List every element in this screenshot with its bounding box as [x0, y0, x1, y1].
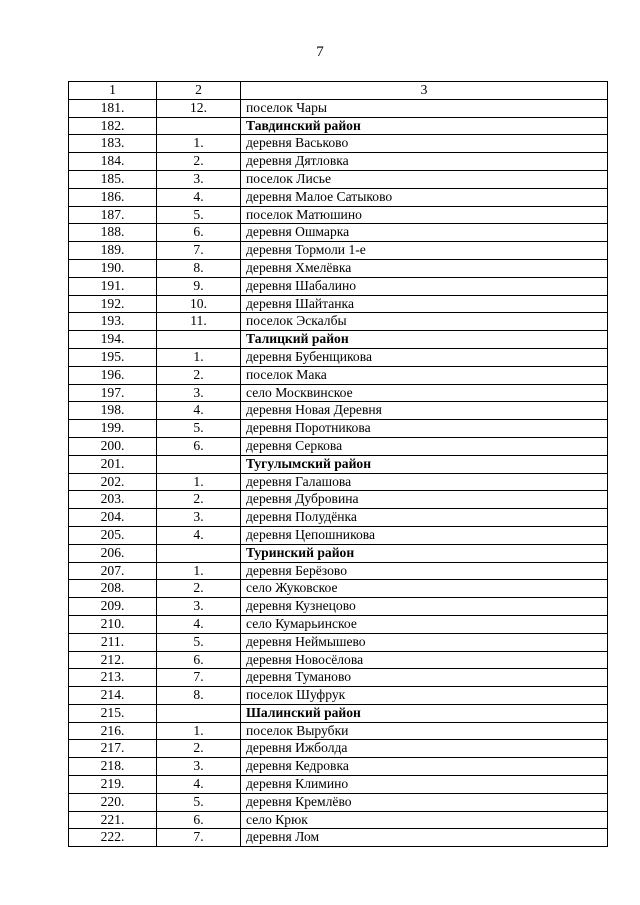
- table-row: [69, 651, 608, 669]
- sub-number-cell: 10.: [157, 295, 241, 313]
- settlement-name-cell: поселок Вырубки: [241, 722, 608, 740]
- row-number-cell: 205.: [69, 526, 157, 544]
- sub-number-cell: 11.: [157, 313, 241, 331]
- row-number-cell: 198.: [69, 402, 157, 420]
- table-row: [69, 740, 608, 758]
- settlement-name-cell: деревня Ижболда: [241, 740, 608, 758]
- table-row: [69, 776, 608, 794]
- settlement-name-cell: деревня Малое Сатыково: [241, 188, 608, 206]
- sub-number-cell: 12.: [157, 99, 241, 117]
- sub-number-cell: 8.: [157, 687, 241, 705]
- row-number-cell: 196.: [69, 366, 157, 384]
- table-row: [69, 402, 608, 420]
- table-row: [69, 633, 608, 651]
- settlement-name-cell: деревня Лом: [241, 829, 608, 847]
- row-number-cell: 206.: [69, 544, 157, 562]
- row-number-cell: 211.: [69, 633, 157, 651]
- sub-number-cell: 4.: [157, 188, 241, 206]
- sub-number-cell: [157, 117, 241, 135]
- settlement-name-cell: село Кумарьинское: [241, 615, 608, 633]
- settlement-name-cell: поселок Мака: [241, 366, 608, 384]
- row-number-cell: 192.: [69, 295, 157, 313]
- row-number-cell: 189.: [69, 242, 157, 260]
- header-cell-1: 1: [69, 82, 157, 100]
- settlement-name-cell: поселок Чары: [241, 99, 608, 117]
- sub-number-cell: 3.: [157, 384, 241, 402]
- district-row: [69, 544, 608, 562]
- sub-number-cell: 5.: [157, 206, 241, 224]
- settlement-name-cell: поселок Лисье: [241, 170, 608, 188]
- sub-number-cell: 5.: [157, 633, 241, 651]
- settlement-name-cell: деревня Бубенщикова: [241, 348, 608, 366]
- settlement-name-cell: деревня Дятловка: [241, 153, 608, 171]
- settlement-name-cell: село Москвинское: [241, 384, 608, 402]
- row-number-cell: 212.: [69, 651, 157, 669]
- settlement-name-cell: деревня Шабалино: [241, 277, 608, 295]
- table-row: [69, 277, 608, 295]
- table-row: [69, 188, 608, 206]
- settlement-name-cell: деревня Серкова: [241, 437, 608, 455]
- settlement-name-cell: деревня Галашова: [241, 473, 608, 491]
- row-number-cell: 219.: [69, 776, 157, 794]
- table-row: [69, 206, 608, 224]
- table-row: [69, 562, 608, 580]
- page-number: 7: [316, 44, 324, 60]
- sub-number-cell: 4.: [157, 402, 241, 420]
- sub-number-cell: 6.: [157, 811, 241, 829]
- settlement-name-cell: поселок Матюшино: [241, 206, 608, 224]
- table-row: [69, 99, 608, 117]
- sub-number-cell: 3.: [157, 509, 241, 527]
- table-row: [69, 829, 608, 847]
- header-cell-3: 3: [241, 82, 608, 100]
- table-row: [69, 170, 608, 188]
- settlement-name-cell: деревня Неймышево: [241, 633, 608, 651]
- table-row: [69, 259, 608, 277]
- settlement-name-cell: деревня Тормоли 1-е: [241, 242, 608, 260]
- sub-number-cell: [157, 331, 241, 349]
- row-number-cell: 207.: [69, 562, 157, 580]
- district-name-cell: Талицкий район: [241, 331, 608, 349]
- row-number-cell: 213.: [69, 669, 157, 687]
- settlement-name-cell: деревня Новосёлова: [241, 651, 608, 669]
- table-row: [69, 811, 608, 829]
- row-number-cell: 209.: [69, 598, 157, 616]
- sub-number-cell: 1.: [157, 473, 241, 491]
- table-row: [69, 669, 608, 687]
- sub-number-cell: 4.: [157, 776, 241, 794]
- sub-number-cell: 4.: [157, 615, 241, 633]
- settlement-name-cell: село Крюк: [241, 811, 608, 829]
- sub-number-cell: 3.: [157, 758, 241, 776]
- row-number-cell: 184.: [69, 153, 157, 171]
- table-row: [69, 580, 608, 598]
- sub-number-cell: 9.: [157, 277, 241, 295]
- sub-number-cell: 5.: [157, 420, 241, 438]
- row-number-cell: 215.: [69, 704, 157, 722]
- row-number-cell: 200.: [69, 437, 157, 455]
- row-number-cell: 210.: [69, 615, 157, 633]
- table-row: [69, 598, 608, 616]
- row-number-cell: 203.: [69, 491, 157, 509]
- settlement-name-cell: деревня Новая Деревня: [241, 402, 608, 420]
- settlement-name-cell: деревня Туманово: [241, 669, 608, 687]
- settlement-name-cell: деревня Ошмарка: [241, 224, 608, 242]
- settlement-name-cell: поселок Шуфрук: [241, 687, 608, 705]
- district-name-cell: Шалинский район: [241, 704, 608, 722]
- row-number-cell: 191.: [69, 277, 157, 295]
- row-number-cell: 221.: [69, 811, 157, 829]
- settlement-name-cell: деревня Полудёнка: [241, 509, 608, 527]
- settlements-table: [68, 81, 608, 847]
- table-row: [69, 384, 608, 402]
- row-number-cell: 188.: [69, 224, 157, 242]
- sub-number-cell: 2.: [157, 366, 241, 384]
- row-number-cell: 201.: [69, 455, 157, 473]
- sub-number-cell: 7.: [157, 829, 241, 847]
- table-row: [69, 722, 608, 740]
- table-row: [69, 615, 608, 633]
- settlement-name-cell: деревня Кедровка: [241, 758, 608, 776]
- table-row: [69, 420, 608, 438]
- row-number-cell: 214.: [69, 687, 157, 705]
- settlement-name-cell: деревня Поротникова: [241, 420, 608, 438]
- district-name-cell: Тавдинский район: [241, 117, 608, 135]
- row-number-cell: 208.: [69, 580, 157, 598]
- settlement-name-cell: деревня Васьково: [241, 135, 608, 153]
- row-number-cell: 202.: [69, 473, 157, 491]
- settlement-name-cell: деревня Шайтанка: [241, 295, 608, 313]
- sub-number-cell: 2.: [157, 491, 241, 509]
- table-row: [69, 687, 608, 705]
- sub-number-cell: 3.: [157, 170, 241, 188]
- table-row: [69, 313, 608, 331]
- row-number-cell: 195.: [69, 348, 157, 366]
- sub-number-cell: 6.: [157, 651, 241, 669]
- row-number-cell: 197.: [69, 384, 157, 402]
- sub-number-cell: 5.: [157, 793, 241, 811]
- sub-number-cell: 1.: [157, 348, 241, 366]
- sub-number-cell: 1.: [157, 722, 241, 740]
- table-row: [69, 224, 608, 242]
- table-row: [69, 348, 608, 366]
- row-number-cell: 182.: [69, 117, 157, 135]
- district-row: [69, 455, 608, 473]
- sub-number-cell: 2.: [157, 580, 241, 598]
- settlement-name-cell: деревня Кремлёво: [241, 793, 608, 811]
- sub-number-cell: [157, 544, 241, 562]
- row-number-cell: 187.: [69, 206, 157, 224]
- district-row: [69, 117, 608, 135]
- table-row: [69, 491, 608, 509]
- table-row: [69, 793, 608, 811]
- header-cell-2: 2: [157, 82, 241, 100]
- settlement-name-cell: поселок Эскалбы: [241, 313, 608, 331]
- row-number-cell: 220.: [69, 793, 157, 811]
- row-number-cell: 183.: [69, 135, 157, 153]
- sub-number-cell: 7.: [157, 242, 241, 260]
- table-header-row: [69, 82, 608, 100]
- settlement-name-cell: деревня Дубровина: [241, 491, 608, 509]
- settlement-name-cell: деревня Климино: [241, 776, 608, 794]
- sub-number-cell: 4.: [157, 526, 241, 544]
- table-row: [69, 437, 608, 455]
- sub-number-cell: 6.: [157, 224, 241, 242]
- row-number-cell: 194.: [69, 331, 157, 349]
- sub-number-cell: 1.: [157, 562, 241, 580]
- sub-number-cell: 3.: [157, 598, 241, 616]
- district-name-cell: Туринский район: [241, 544, 608, 562]
- row-number-cell: 193.: [69, 313, 157, 331]
- sub-number-cell: 6.: [157, 437, 241, 455]
- district-name-cell: Тугулымский район: [241, 455, 608, 473]
- settlement-name-cell: деревня Хмелёвка: [241, 259, 608, 277]
- sub-number-cell: 2.: [157, 153, 241, 171]
- table-row: [69, 242, 608, 260]
- row-number-cell: 190.: [69, 259, 157, 277]
- row-number-cell: 204.: [69, 509, 157, 527]
- settlement-name-cell: село Жуковское: [241, 580, 608, 598]
- row-number-cell: 181.: [69, 99, 157, 117]
- table-row: [69, 366, 608, 384]
- table-body: [69, 82, 608, 847]
- table-row: [69, 509, 608, 527]
- row-number-cell: 222.: [69, 829, 157, 847]
- table-row: [69, 295, 608, 313]
- row-number-cell: 217.: [69, 740, 157, 758]
- settlement-name-cell: деревня Берёзово: [241, 562, 608, 580]
- district-row: [69, 331, 608, 349]
- table-row: [69, 135, 608, 153]
- row-number-cell: 216.: [69, 722, 157, 740]
- sub-number-cell: 8.: [157, 259, 241, 277]
- sub-number-cell: [157, 704, 241, 722]
- sub-number-cell: 2.: [157, 740, 241, 758]
- settlement-name-cell: деревня Цепошникова: [241, 526, 608, 544]
- row-number-cell: 199.: [69, 420, 157, 438]
- sub-number-cell: 7.: [157, 669, 241, 687]
- table-row: [69, 153, 608, 171]
- district-row: [69, 704, 608, 722]
- row-number-cell: 185.: [69, 170, 157, 188]
- row-number-cell: 218.: [69, 758, 157, 776]
- table-row: [69, 758, 608, 776]
- row-number-cell: 186.: [69, 188, 157, 206]
- sub-number-cell: [157, 455, 241, 473]
- table-row: [69, 473, 608, 491]
- table-row: [69, 526, 608, 544]
- sub-number-cell: 1.: [157, 135, 241, 153]
- settlement-name-cell: деревня Кузнецово: [241, 598, 608, 616]
